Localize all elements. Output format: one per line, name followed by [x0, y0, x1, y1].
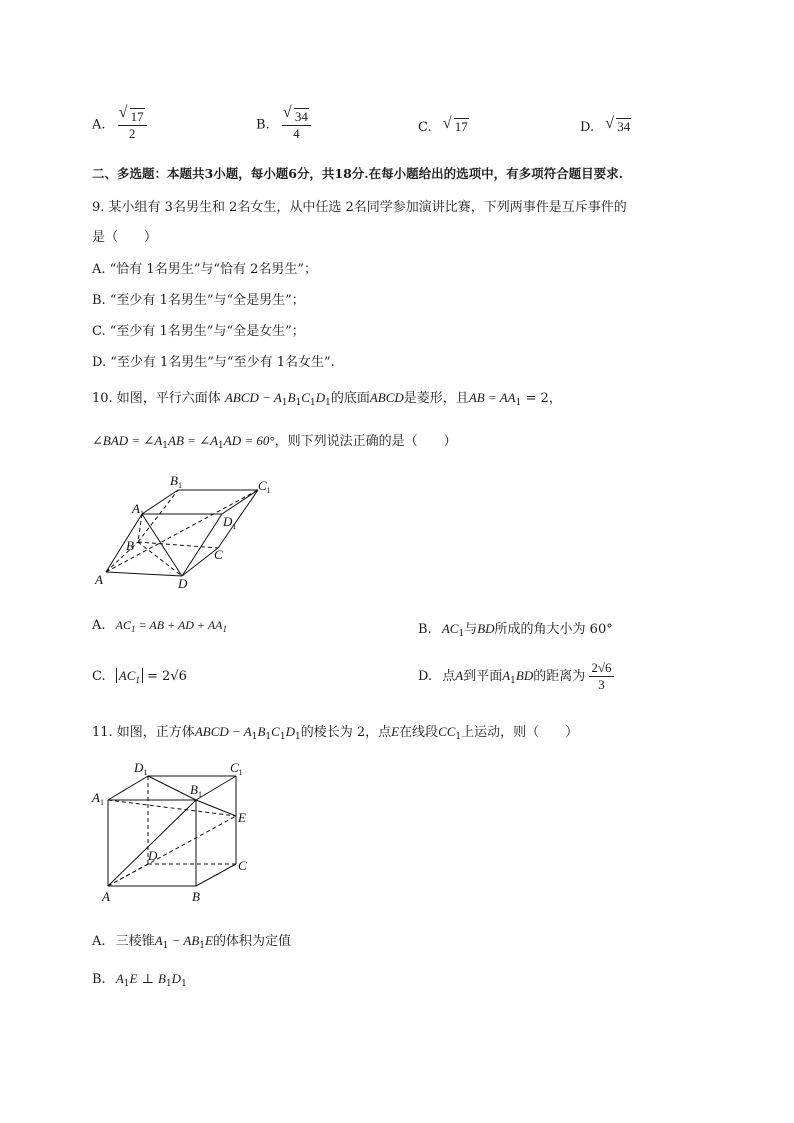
radicand: 17 [130, 109, 144, 124]
text: 点 [442, 669, 456, 684]
math: = 2√6 [147, 669, 187, 684]
text: 10. 如图，平行六面体 [92, 391, 221, 406]
q11-option-b: B. $A_1E$ ⊥ $B_1D_1$ [92, 971, 187, 989]
radicand: 17 [454, 119, 468, 134]
text: 的底面 [330, 391, 370, 406]
option-label: A. [92, 934, 106, 949]
label-E: E [238, 810, 246, 825]
label-C: C [238, 858, 247, 873]
denominator: 4 [293, 126, 300, 141]
parallelepiped-figure [90, 468, 290, 593]
text: 的棱长为 2，点 [300, 725, 392, 740]
option-label: B. [92, 972, 106, 987]
perp-symbol: ⊥ [141, 972, 154, 987]
q8-option-a [92, 108, 147, 142]
text: ，则下列说法正确的是（ ） [274, 434, 457, 449]
label-D1: $D_1$ [134, 760, 148, 777]
q9-option-d: D. “至少有 1名男生”与“至少有 1名女生”. [92, 355, 335, 370]
text: 的体积为定值 [212, 934, 291, 949]
text: 是菱形，且 [403, 391, 469, 406]
label-B: B [126, 538, 134, 553]
option-label: C. [92, 669, 106, 684]
text: 上运动，则（ ） [461, 725, 579, 740]
option-label: D. [418, 669, 433, 684]
text: 与 [464, 622, 478, 637]
text: 三棱锥 [115, 934, 155, 949]
vector-equation: $AC_1$ = AB + AD + $AA_1$ [115, 618, 227, 634]
q9-stem: 9. 某小组有 3名男生和 2名女生，从中任选 2名同学参加演讲比赛，下列两事件是互斥事件的 [92, 200, 627, 215]
label-A1: $A_1$ [92, 790, 104, 807]
q10-option-a [92, 618, 227, 633]
q10-stem-cont: ∠BAD = $\angle A_1AB$ = $\angle A_1AD = 60^\circ$，则下列说法正确的是（ ） [92, 433, 457, 451]
math: E [391, 724, 400, 739]
math: AB = AA [468, 390, 516, 405]
label-C1: $C_1$ [230, 760, 243, 777]
label-A: A [95, 572, 103, 587]
text: 在线段 [399, 725, 439, 740]
radicand: 34 [294, 109, 308, 124]
q9-option-b: B. “至少有 1名男生”与“全是男生”； [92, 293, 305, 308]
q9-option-c: C. “至少有 1名男生”与“全是女生”； [92, 324, 305, 339]
fraction [589, 660, 613, 693]
denominator: 2 [128, 126, 136, 141]
label-D: D [178, 576, 188, 591]
math: ∠BAD = ∠A [92, 433, 163, 448]
label-A: A [102, 889, 110, 904]
label-D: D [148, 848, 158, 863]
q10-stem: 10. 如图，平行六面体 ABCD − $A_1B_1C_1D_1$的底面ABCD是菱形，且AB = $AA_1 = 2$， [92, 390, 562, 408]
q9-stem-cont: 是（ ） [92, 230, 158, 245]
q11-option-a: A. 三棱锥$A_1 - AB_1E$的体积为定值 [92, 933, 291, 951]
option-label: A. [92, 618, 106, 633]
q8-option-d [580, 118, 631, 135]
text: 所成的角大小为 60° [494, 622, 613, 637]
fraction [282, 108, 311, 142]
label-B: B [192, 889, 200, 904]
numerator: 2√6 [591, 660, 612, 675]
q8-option-c [418, 118, 469, 135]
option-label: C. [418, 120, 432, 135]
math: ABCD [369, 390, 404, 405]
option-label: B. [256, 117, 270, 133]
text: = 2， [521, 391, 562, 406]
label-B1: $B_1$ [170, 473, 182, 490]
label-C: C [214, 547, 223, 562]
q9-option-a: A. “恰有 1名男生”与“恰有 2名男生”； [92, 262, 318, 277]
radicand: 34 [617, 119, 631, 134]
denominator: 3 [598, 677, 605, 692]
math: AB = ∠A [168, 433, 219, 448]
label-D1: $D_1$ [223, 514, 237, 531]
option-label: B. [418, 622, 432, 637]
math: AD = 60° [223, 433, 275, 448]
text: 11. 如图，正方体 [92, 725, 195, 740]
text: 的距离为 [533, 669, 586, 684]
label-C1: $C_1$ [258, 478, 271, 495]
q11-stem: 11. 如图，正方体ABCD − $A_1B_1C_1D_1$的棱长为 2，点E在线段$CC_1$上运动，则（ ） [92, 724, 579, 742]
label-A1: $A_1$ [132, 501, 144, 518]
q10-option-c: C. $AC_1 = 2√6$ [92, 668, 187, 685]
math: ABCD − A [224, 390, 282, 405]
section-heading: 二、多选题：本题共3小题，每小题6分，共18分.在每小题给出的选项中，有多项符合题目要求. [92, 166, 623, 181]
math: CC [438, 724, 456, 739]
label-B1: $B_1$ [190, 782, 202, 799]
cube-figure [88, 756, 268, 906]
text: 到平面 [463, 669, 503, 684]
q10-option-d: D. 点A到平面$A_1BD$的距离为 $\frac{2√6}{3}$ [418, 660, 612, 692]
option-label: A. [92, 117, 106, 133]
q8-option-b [256, 108, 311, 142]
fraction [118, 108, 147, 142]
option-label: D. [580, 120, 595, 135]
q10-option-b: B. $AC_1$与BD所成的角大小为 60° [418, 621, 613, 639]
